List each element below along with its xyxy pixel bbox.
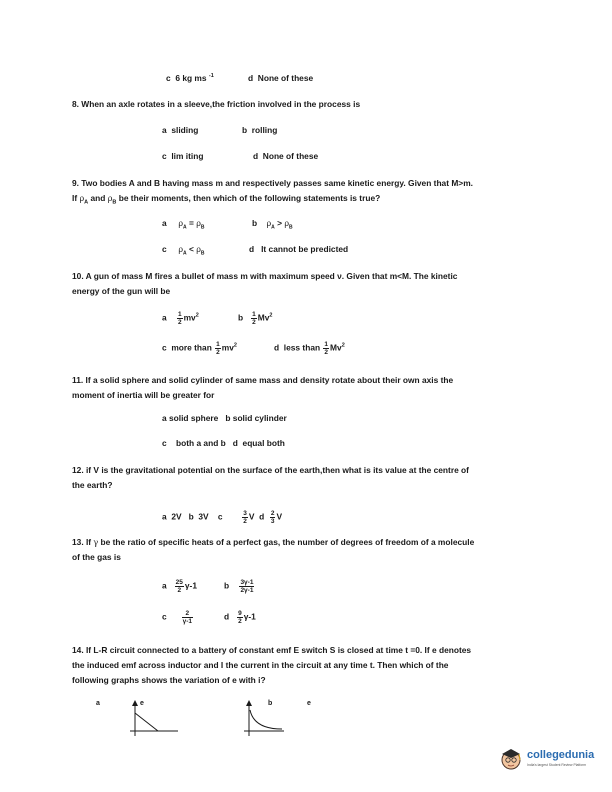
option-text: solid cylinder [232, 413, 287, 423]
expression: mv [183, 312, 196, 323]
numerator: 3γ-1 [240, 579, 254, 586]
option-label: d [232, 438, 238, 448]
subscript: B [200, 224, 205, 231]
option-label: b [238, 312, 244, 323]
option-text: solid sphere [169, 413, 219, 423]
expression: γ-1 [243, 611, 256, 622]
option-text: less than [283, 342, 321, 353]
option-text: lim iting [171, 151, 204, 161]
text: 13. If [72, 537, 92, 547]
option-label: c [166, 73, 171, 83]
option-text: None of these [257, 73, 314, 83]
question-line: 10. A gun of mass M fires a bullet of mass m with maximum speed ν. Given that m<M. The kinetic [72, 271, 458, 281]
question-line: energy of the gun will be [72, 286, 171, 296]
rho-symbol: ρ [266, 219, 272, 228]
relation: > [277, 218, 282, 228]
option-text: 3V [198, 511, 209, 522]
expression: γ-1 [184, 580, 197, 591]
subscript: B [200, 250, 205, 257]
question-line: the induced emf across inductor and I the current in the circuit at any time t. Then which of the [72, 660, 449, 670]
expression: mv [221, 342, 234, 353]
question-line: following graphs shows the variation of e with i? [72, 675, 266, 685]
option-label: c [162, 438, 167, 448]
option-text: more than [171, 342, 212, 353]
option-label: a [162, 218, 167, 228]
option-label: b [252, 218, 258, 228]
collegedunia-logo [498, 744, 606, 774]
option-text: sliding [171, 125, 199, 135]
option-label: a [162, 580, 167, 591]
question-line: moment of inertia will be greater for [72, 390, 215, 400]
q14-option-a-label: a [96, 700, 100, 707]
rho-symbol: ρ [196, 245, 201, 254]
expression: V [276, 511, 283, 522]
option-text: 2V [171, 511, 182, 522]
numerator: 9 [238, 610, 242, 617]
graph-b-arrow-icon [246, 700, 252, 706]
option-label: b [225, 413, 231, 423]
option-text: 6 kg ms [175, 73, 207, 83]
brand-tagline: India's largest Student Review Platform [527, 763, 587, 767]
denominator: 2 [216, 349, 220, 356]
exponent: -1 [208, 73, 214, 79]
q14-option-b-label: b [268, 700, 273, 707]
expression: Mv [257, 312, 270, 323]
exponent: 2 [269, 312, 273, 319]
option-label: d [259, 511, 265, 522]
option-label: d [249, 244, 255, 254]
rho-symbol: ρ [196, 219, 201, 228]
expression: Mv [330, 342, 342, 353]
numerator: 1 [324, 341, 329, 348]
q8-question: 8. When an axle rotates in a sleeve,the friction involved in the process is [72, 99, 361, 109]
option-label: d [224, 611, 230, 622]
numerator: 1 [216, 341, 220, 348]
option-label: d [248, 73, 254, 83]
subscript: A [183, 250, 187, 257]
option-text: equal both [242, 438, 285, 448]
rho-symbol: ρ [284, 219, 290, 228]
denominator: 2 [177, 587, 182, 594]
subscript: A [84, 199, 89, 206]
denominator: 2 [243, 518, 247, 525]
denominator: 2γ-1 [240, 587, 254, 594]
question-line: 14. If L-R circuit connected to a battery of constant emf E switch S is closed at time t =0. If e denotes [72, 645, 472, 655]
subscript: A [271, 224, 275, 231]
denominator: 2 [324, 349, 329, 356]
subscript: A [183, 224, 187, 231]
option-label: a [162, 312, 167, 323]
option-label: a [162, 125, 167, 135]
expression: V [248, 511, 255, 522]
relation: < [188, 244, 194, 254]
option-label: a [162, 413, 167, 423]
graph-b-curve [250, 710, 282, 729]
text: be the ratio of specific heats of a perfect gas, the number of degrees of freedom of a molecule [100, 537, 475, 547]
denominator: γ-1 [182, 618, 193, 625]
question-line: the earth? [72, 480, 113, 490]
option-label: c [162, 151, 167, 161]
brand-name: collegedunia [527, 749, 595, 761]
rho-symbol: ρ [178, 245, 184, 254]
denominator: 3 [270, 518, 275, 525]
mascot-icon [498, 746, 524, 772]
denominator: 2 [238, 618, 242, 625]
numerator: 3 [243, 510, 247, 517]
option-label: d [274, 342, 280, 353]
numerator: 2 [182, 610, 193, 618]
option-label: c [162, 611, 167, 622]
numerator: 1 [252, 311, 256, 318]
subscript: B [112, 199, 117, 206]
option-text: None of these [262, 151, 319, 161]
rho-symbol: ρ [178, 219, 184, 228]
numerator: 25 [175, 579, 183, 586]
gamma-symbol: γ [93, 538, 99, 547]
text: and [90, 193, 106, 203]
option-label: c [162, 342, 167, 353]
text: be their moments, then which of the following statements is true? [118, 193, 381, 203]
rho-symbol: ρ [107, 194, 113, 203]
denominator: 2 [177, 319, 182, 326]
graph-a-axis-label: e [140, 700, 144, 707]
numerator: 2 [270, 510, 275, 517]
option-label: c [217, 511, 223, 522]
relation: = [188, 218, 194, 228]
numerator: 1 [177, 311, 182, 318]
option-label: c [162, 244, 167, 254]
option-label: d [253, 151, 259, 161]
option-label: b [224, 580, 230, 591]
graph-b-axis-label: e [307, 700, 311, 707]
exponent: 2 [233, 342, 237, 349]
text: If [72, 193, 78, 203]
question-line: of the gas is [72, 552, 121, 562]
option-text: rolling [251, 125, 278, 135]
option-text: both a and b [175, 438, 226, 448]
option-label: b [242, 125, 248, 135]
exponent: 2 [195, 312, 199, 319]
option-text: It cannot be predicted [261, 244, 349, 254]
question-line: 11. If a solid sphere and solid cylinder of same mass and density rotate about their own axis the [72, 375, 454, 385]
option-label: a [162, 511, 167, 522]
rho-symbol: ρ [79, 194, 85, 203]
subscript: B [289, 224, 293, 231]
denominator: 2 [252, 319, 256, 326]
question-line: 9. Two bodies A and B having mass m and respectively passes same kinetic energy. Given that M>m. [72, 178, 473, 188]
exponent: 2 [341, 342, 345, 349]
option-label: b [188, 511, 194, 522]
question-line: 12. if V is the gravitational potential on the surface of the earth,then what is its value at the centre of [72, 465, 469, 475]
